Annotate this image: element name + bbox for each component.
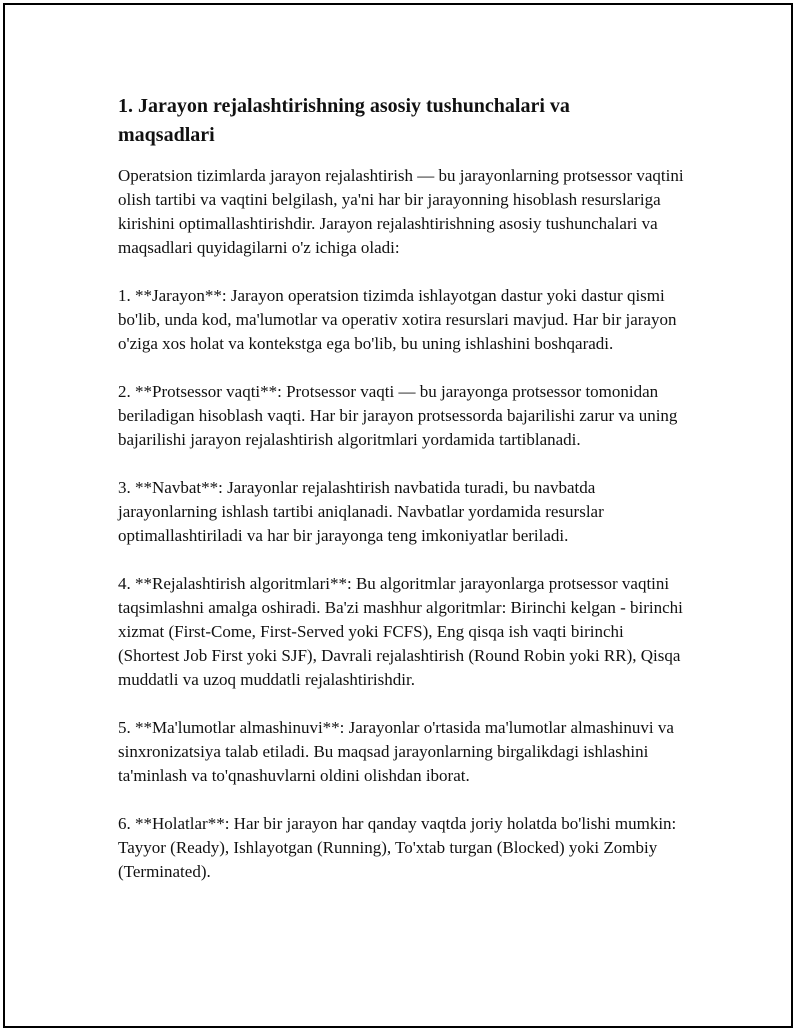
paragraph-jarayon: 1. **Jarayon**: Jarayon operatsion tizimda ishlayotgan dastur yoki dastur qismi bo'lib, unda kod, ma'lumotlar va operativ xotira resurslari mavjud. Har bir jarayon o'ziga xos holat va kontekstga ega bo'lib, bu uning ishlashini boshqaradi. xyxy=(118,286,677,353)
paragraph-malumotlar-almashinuvi: 5. **Ma'lumotlar almashinuvi**: Jarayonlar o'rtasida ma'lumotlar almashinuvi va sinxronizatsiya talab etiladi. Bu maqsad jarayonlarning birgalikdagi ishlashini ta'minlash va to'qnashuvlarni oldini olishdan iborat. xyxy=(118,718,674,785)
intro-paragraph: Operatsion tizimlarda jarayon rejalashtirish — bu jarayonlarning protsessor vaqtini olish tartibi va vaqtini belgilash, ya'ni har bir jarayonning hisoblash resurslariga kirishini optimallashtirishdir. Jarayon rejalashtirishning asosiy tushunchalari va maqsadlari quyidagilarni o'z ichiga oladi: xyxy=(118,166,684,257)
document-body xyxy=(118,92,688,908)
document-title: 1. Jarayon rejalashtirishning asosiy tushunchalari va maqsadlari xyxy=(118,95,570,146)
paragraph-holatlar: 6. **Holatlar**: Har bir jarayon har qanday vaqtda joriy holatda bo'lishi mumkin: Tayyor (Ready), Ishlayotgan (Running), To'xtab turgan (Blocked) yoki Zombiy (Terminated). xyxy=(118,814,677,881)
paragraph-rejalashtirish-algoritmlari: 4. **Rejalashtirish algoritmlari**: Bu algoritmlar jarayonlarga protsessor vaqtini taqsimlashni amalga oshiradi. Ba'zi mashhur algoritmlar: Birinchi kelgan - birinchi xizmat (First-Come, First-Served yoki FCFS), Eng qisqa ish vaqti birinchi (Shortest Job First yoki SJF), Davrali rejalashtirish (Round Robin yoki RR), Qisqa muddatli va uzoq muddatli rejalashtirishdir. xyxy=(118,574,683,689)
paragraph-protsessor-vaqti: 2. **Protsessor vaqti**: Protsessor vaqti — bu jarayonga protsessor tomonidan beriladigan hisoblash vaqti. Har bir jarayon protsessorda bajarilishi zarur va uning bajarilishi jarayon rejalashtirish algoritmlari yordamida tartiblanadi. xyxy=(118,382,678,449)
paragraph-navbat: 3. **Navbat**: Jarayonlar rejalashtirish navbatida turadi, bu navbatda jarayonlarning ishlash tartibi aniqlanadi. Navbatlar yordamida resurslar optimallashtiriladi va har bir jarayonga teng imkoniyatlar beriladi. xyxy=(118,478,604,545)
